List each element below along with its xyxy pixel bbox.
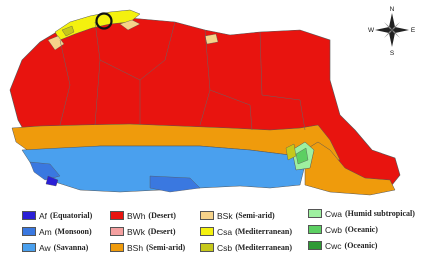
legend-code: BSk — [217, 210, 233, 221]
legend-desc: (Oceanic) — [344, 241, 378, 250]
legend-swatch — [200, 243, 214, 252]
legend-code: BWh — [127, 210, 146, 221]
legend-code: BSh — [127, 242, 144, 253]
legend-code: Csa — [217, 226, 233, 237]
legend-item-aw — [22, 242, 88, 253]
legend-desc: (Savanna) — [53, 243, 89, 252]
legend-desc: (Mediterranean) — [235, 227, 292, 236]
compass-north: N — [389, 6, 395, 13]
legend-desc: (Equatorial) — [50, 211, 93, 220]
legend-swatch — [110, 243, 124, 252]
legend-desc: (Humid subtropical) — [345, 209, 415, 218]
legend-swatch — [308, 241, 322, 250]
legend-swatch — [22, 211, 36, 220]
region-bsk-semi-arid-2 — [205, 34, 218, 44]
legend-item-bsh — [110, 242, 185, 253]
legend-code: Am — [39, 226, 52, 237]
legend-swatch — [22, 243, 36, 252]
legend-item-cwb — [308, 224, 378, 235]
legend-code: Af — [39, 210, 48, 221]
legend-code: Csb — [217, 242, 233, 253]
compass-west: W — [367, 27, 375, 34]
legend-swatch — [110, 227, 124, 236]
legend-swatch — [22, 227, 36, 236]
legend-desc: (Desert) — [148, 211, 176, 220]
legend-desc: (Semi-arid) — [235, 211, 275, 220]
legend-item-am — [22, 226, 92, 237]
compass-rose-icon — [368, 6, 416, 57]
legend-item-af — [22, 210, 92, 221]
legend-code: BWk — [127, 226, 145, 237]
legend-code: Cwb — [325, 224, 343, 235]
legend-item-csa — [200, 226, 292, 237]
legend-item-cwa — [308, 208, 415, 219]
legend-desc: (Semi-arid) — [146, 243, 186, 252]
legend-swatch — [308, 209, 322, 218]
legend-code: Cwc — [325, 240, 342, 251]
climate-legend — [0, 200, 429, 258]
legend-desc: (Desert) — [147, 227, 176, 236]
legend-swatch — [308, 225, 322, 234]
legend-item-bwh — [110, 210, 176, 221]
legend-item-bsk — [200, 210, 275, 221]
legend-item-csb — [200, 242, 292, 253]
legend-desc: (Oceanic) — [345, 225, 378, 234]
compass-south: S — [389, 50, 395, 57]
legend-desc: (Mediterranean) — [235, 243, 292, 252]
legend-code: Aw — [39, 242, 51, 253]
legend-swatch — [200, 211, 214, 220]
legend-swatch — [110, 211, 124, 220]
legend-item-bwk — [110, 226, 176, 237]
legend-item-cwc — [308, 240, 377, 251]
legend-desc: (Monsoon) — [54, 227, 92, 236]
legend-swatch — [200, 227, 214, 236]
compass-east: E — [410, 27, 416, 34]
legend-code: Cwa — [325, 208, 343, 219]
